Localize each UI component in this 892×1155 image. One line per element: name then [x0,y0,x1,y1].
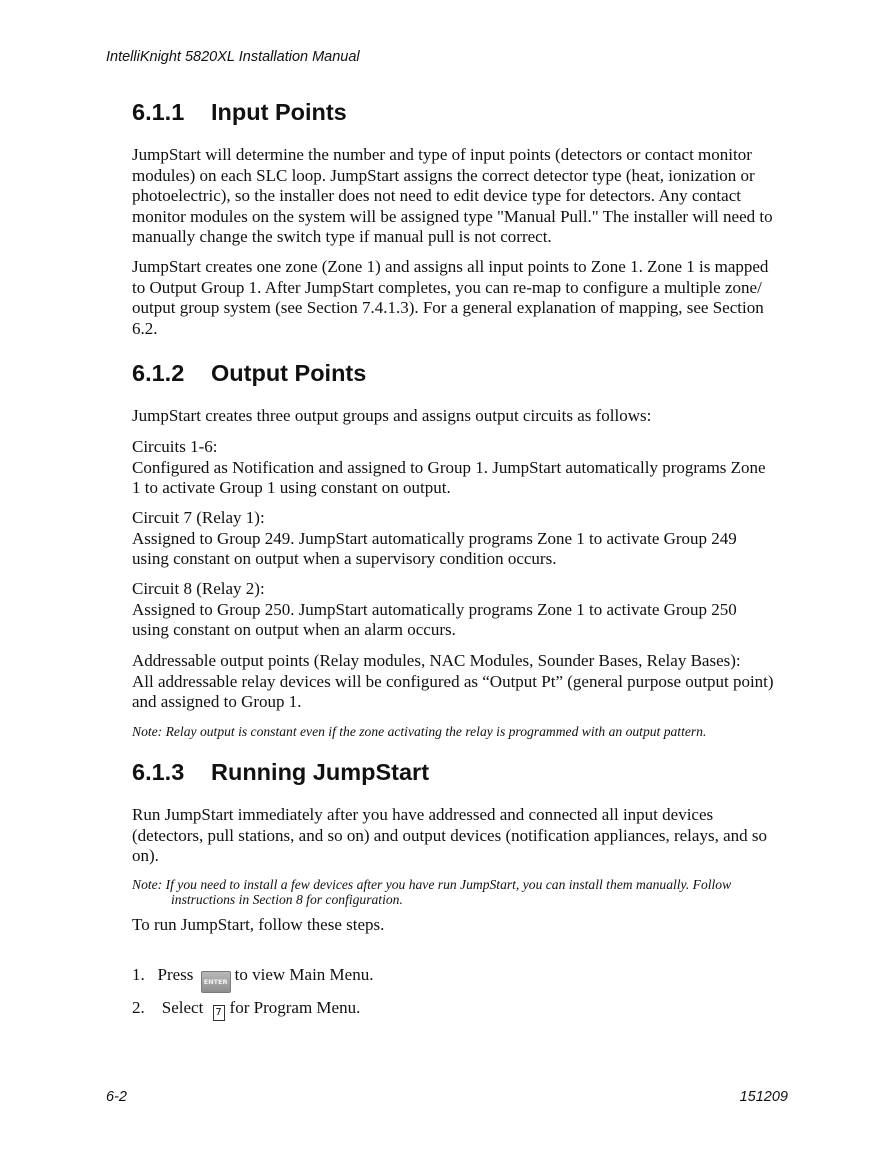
enter-key-icon: ENTER [201,971,231,993]
note-line: instructions in Section 8 for configuration. [171,892,403,907]
step-text: Select [161,998,204,1017]
step-number: 1. [132,965,145,984]
step-text: Press [157,965,194,984]
text-line: on). [132,846,159,866]
step-number: 2. [132,998,145,1017]
section-title: Output Points [211,360,367,386]
text-line: photoelectric), so the installer does not need to edit device type for detectors. Any contact [132,186,741,206]
paragraph [132,508,792,570]
text-line: modules) on each SLC loop. JumpStart assigns the correct detector type (heat, ionization or [132,165,755,185]
step-2 [132,997,360,1021]
step-text: for Program Menu. [229,998,361,1017]
step-text: to view Main Menu. [234,965,374,984]
paragraph [132,437,792,499]
text-line: output group system (see Section 7.4.1.3). For a general explanation of mapping, see Section [132,298,764,318]
text-line: and assigned to Group 1. [132,692,302,712]
step-1 [132,964,373,993]
text-line: Assigned to Group 249. JumpStart automatically programs Zone 1 to activate Group 249 [132,528,737,548]
text-line: 1 to activate Group 1 using constant on output. [132,478,451,498]
text-line: Configured as Notification and assigned to Group 1. JumpStart automatically programs Zone [132,457,766,477]
paragraph [132,579,792,641]
text-line: Circuits 1-6: [132,437,218,456]
paragraph [132,257,792,339]
text-line: All addressable relay devices will be configured as “Output Pt” (general purpose output point) [132,671,774,691]
paragraph [132,805,792,867]
section-heading-running-jumpstart [132,759,429,786]
paragraph [132,406,792,427]
digit-key-icon: 7 [213,1005,225,1021]
paragraph [132,915,792,936]
note [132,877,792,907]
section-title: Input Points [211,99,347,125]
text-line: Circuit 7 (Relay 1): [132,508,265,527]
page-number: 6-2 [106,1089,127,1105]
text-line: (detectors, pull stations, and so on) and output devices (notification appliances, relays, and so [132,825,767,845]
text-line: Circuit 8 (Relay 2): [132,579,265,598]
text-line: using constant on output when an alarm occurs. [132,620,456,640]
text-line: using constant on output when a supervisory condition occurs. [132,549,557,569]
section-number: 6.1.1 [132,99,185,125]
note [132,724,792,739]
text-line: to Output Group 1. After JumpStart completes, you can re-map to configure a multiple zone/ [132,277,762,297]
document-number: 151209 [739,1089,788,1105]
note-line: Note: If you need to install a few devices after you have run JumpStart, you can install them manually. Follow [132,877,732,892]
text-line: 6.2. [132,318,158,338]
running-header: IntelliKnight 5820XL Installation Manual [106,49,360,65]
section-title: Running JumpStart [211,759,430,785]
paragraph [132,145,792,248]
text-line: Run JumpStart immediately after you have addressed and connected all input devices [132,805,714,824]
section-heading-input-points [132,99,347,126]
text-line: JumpStart will determine the number and type of input points (detectors or contact monitor [132,145,752,164]
paragraph [132,651,792,713]
text-line: manually change the switch type if manual pull is not correct. [132,227,552,247]
text-line: JumpStart creates three output groups and assigns output circuits as follows: [132,406,652,425]
section-heading-output-points [132,360,366,387]
text-line: Assigned to Group 250. JumpStart automatically programs Zone 1 to activate Group 250 [132,599,737,619]
text-line: monitor modules on the system will be assigned type "Manual Pull." The installer will need to [132,206,773,226]
note-line: Note: Relay output is constant even if the zone activating the relay is programmed with an output pattern. [132,724,707,739]
text-line: To run JumpStart, follow these steps. [132,915,385,934]
text-line: Addressable output points (Relay modules, NAC Modules, Sounder Bases, Relay Bases): [132,651,741,670]
section-number: 6.1.2 [132,360,185,386]
section-number: 6.1.3 [132,759,185,785]
text-line: JumpStart creates one zone (Zone 1) and assigns all input points to Zone 1. Zone 1 is mapped [132,257,769,276]
